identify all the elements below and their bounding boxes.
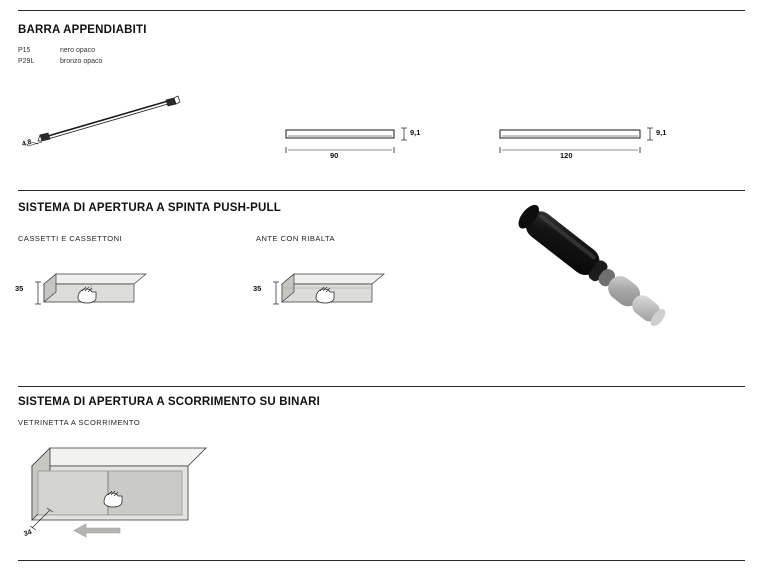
divider-bottom — [18, 560, 745, 561]
dim-label-cassetti-height: 35 — [15, 284, 24, 293]
figure-vetrinetta-scorrimento — [16, 438, 246, 553]
finish-code: P29L — [18, 58, 35, 65]
figure-ante-ribalta — [254, 258, 414, 318]
dim-label-bar-120-height: 9,1 — [656, 128, 667, 137]
figure-bar-120 — [496, 126, 676, 162]
finish-code: P15 — [18, 47, 31, 54]
divider-push-pull — [18, 190, 745, 191]
dim-label-bar-120-length: 120 — [560, 151, 573, 160]
section-title-scorrimento: SISTEMA DI APERTURA A SCORRIMENTO SU BINARI — [18, 396, 321, 408]
divider-top — [18, 10, 745, 11]
figure-bar-perspective — [18, 92, 188, 152]
finish-description: nero opaco — [60, 47, 96, 54]
dim-label-bar-depth: 4,8 — [21, 138, 33, 149]
dim-label-ante-height: 35 — [253, 284, 262, 293]
divider-scorrimento — [18, 386, 745, 387]
table-row — [18, 45, 102, 56]
dim-label-bar-90-length: 90 — [330, 151, 339, 160]
section-title-barra-appendiabiti: BARRA APPENDIABITI — [18, 24, 147, 36]
dim-label-bar-90-height: 9,1 — [410, 128, 421, 137]
push-pull-mechanism-photo — [505, 225, 705, 345]
finish-code-table — [18, 45, 102, 67]
subsection-label-vetrinetta: VETRINETTA A SCORRIMENTO — [18, 418, 141, 427]
subsection-label-cassetti: CASSETTI E CASSETTONI — [18, 234, 123, 243]
figure-bar-90 — [282, 126, 432, 162]
figure-cassetti-drawer — [16, 258, 176, 318]
table-row — [18, 56, 102, 67]
subsection-label-ante-ribalta: ANTE CON RIBALTA — [256, 234, 335, 243]
section-title-push-pull: SISTEMA DI APERTURA A SPINTA PUSH-PULL — [18, 202, 281, 214]
dim-label-vetrinetta-depth: 34 — [23, 528, 33, 539]
finish-description: bronzo opaco — [60, 58, 103, 65]
